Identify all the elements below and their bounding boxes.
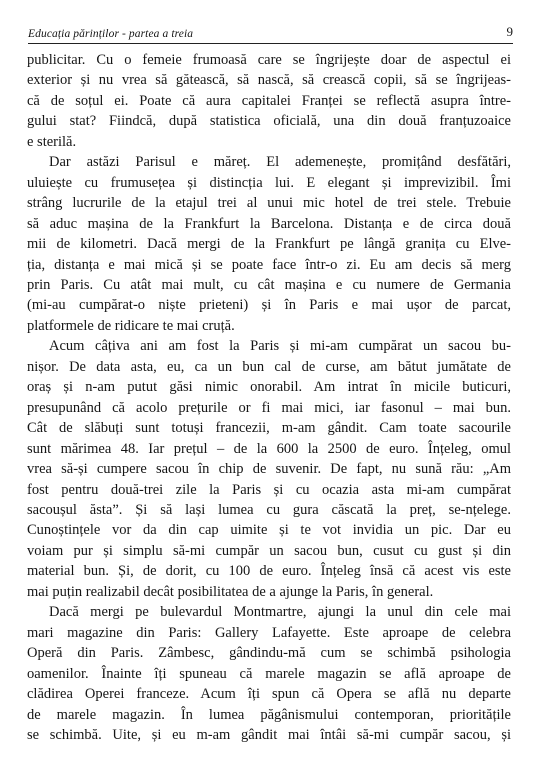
text-line: se schimbă. Uite, și eu m-am gândit mai întâi să-mi cumpăr sacou, și (27, 726, 511, 743)
text-line: e sterilă. (27, 133, 77, 150)
text-line: mai puțin realizabil decât posibilitatea de a ajunge la Paris, în general. (27, 583, 434, 600)
text-line: că de soțul ei. Poate că aura capitalei Franței se reflectă asupra între- (27, 92, 511, 109)
text-line: voiam pur și simplu să-mi cumpăr un sacou bun, cusut cu gust și din (27, 542, 511, 559)
text-line: sacoușul ăsta”. Și să lași lumea cu gura căscată la preț, se-nțelege. (27, 501, 511, 518)
text-line: nișor. De data asta, eu, ca un bun cal de curse, am bătut jumătate de (27, 358, 511, 375)
text-line: presupunând că acolo prețurile or fi mai mici, iar fasonul – mai bun. (27, 399, 511, 416)
running-title: Educația părinților - partea a treia (28, 28, 194, 40)
text-line: publicitar. Cu o femeie frumoasă care se îngrijește doar de aspectul ei (27, 52, 511, 68)
page-number: 9 (506, 24, 513, 39)
text-line: clădirea Operei franceze. Acum îți spun că Opera se află nu departe (27, 686, 511, 703)
paragraph (27, 602, 511, 745)
text-line: fost pentru două-trei zile la Paris și cu ocazia asta mi-am cumpărat (27, 481, 511, 498)
text-line: să aduc mașina de la Frankfurt la Barcelona. Distanța e de circa două (27, 215, 511, 232)
running-header (28, 23, 513, 44)
text-line: mii de kilometri. Dacă mergi de la Frankfurt pe lângă granița cu Elve- (27, 236, 511, 253)
text-line: vrea să-și cumpere sacou în chip de suvenir. De fapt, nu sună rău: „Am (27, 461, 511, 478)
text-line: gului stat? Fiindcă, după statistica oficială, una din două franțuzoaice (27, 113, 511, 130)
text-line: uluiește cu frumusețea și distincția lui. E elegant și imprevizibil. Îmi (27, 174, 511, 191)
text-line: exterior și nu vrea să gătească, să nască, să crească copii, să se îngrijeas- (27, 72, 511, 89)
text-line: Dacă mergi pe bulevardul Montmartre, ajungi la unul din cele mai (49, 604, 511, 621)
paragraph (27, 336, 511, 602)
paragraph (27, 50, 511, 152)
page-body (27, 50, 511, 745)
text-line: sunt mărimea 48. Iar prețul – de la 600 la 2500 de euro. Înțeleg, omul (27, 440, 511, 457)
text-line: platformele de ridicare te mai cruță. (27, 317, 235, 334)
paragraph (27, 152, 511, 336)
text-line: (mi-au cumpărat-o niște prieteni) și în Paris e mai ușor de parcat, (27, 297, 511, 314)
text-line: ția, distanța e mai mică și se poate face într-o zi. Eu am decis să merg (27, 256, 511, 273)
text-line: oraș și n-am putut găsi nimic onorabil. Am intrat în micile buticuri, (27, 379, 511, 396)
text-line: Cunoștințele vor da din cap uimite și te vot invidia un pic. Dar eu (27, 522, 511, 539)
text-line: Dar astăzi Parisul e măreț. El ademenește, promițând desfătări, (49, 154, 511, 171)
text-line: Acum câțiva ani am fost la Paris și mi-am cumpărat un sacou bu- (49, 338, 511, 355)
text-line: strâng lucrurile de la etajul trei al unui mic hotel de trei stele. Trebuie (27, 195, 511, 212)
text-line: material bun. Și, de dorit, cu 100 de euro. Înțeleg însă că acest vis este (27, 563, 511, 580)
text-line: Operă din Paris. Zâmbesc, gândindu-mă cum se schimbă psihologia (27, 645, 511, 662)
text-line: prin Paris. Cu atât mai mult, cu cât mașina e cu numere de Germania (27, 276, 511, 293)
text-line: oamenilor. Înainte îți spuneau că marele magazin se află aproape de (27, 665, 511, 682)
text-line: de marele magazin. În lumea păgânismului contemporan, prioritățile (27, 706, 511, 723)
text-line: mari magazine din Paris: Gallery Lafayette. Este aproape de celebra (27, 624, 511, 641)
text-line: Cât de slăbuți sunt totuși francezii, m-am gândit. Cam toate sacourile (27, 420, 511, 437)
